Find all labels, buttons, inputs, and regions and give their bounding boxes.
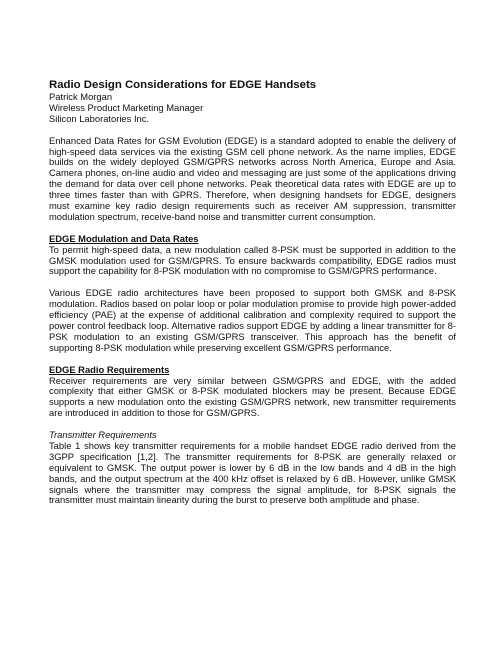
transmitter-paragraph: Table 1 shows key transmitter requirements for a mobile handset EDGE radio derived from the 3GPP specification [1,2]. The transmitter requirements for 8-PSK are generally relaxed or equivalent to GMSK. The output power is lower by 6 dB in the low bands and 4 dB in the high bands, and the output spectrum at the 400 kHz offset is relaxed by 6 dB. However, unlike GMSK signals where the transmitter may compress the signal amplitude, for 8-PSK signals the transmitter must maintain linearity during the burst to preserve both amplitude and phase. (49, 439, 456, 506)
spacer (49, 354, 456, 365)
section-heading-modulation: EDGE Modulation and Data Rates (49, 232, 199, 244)
modulation-paragraph-2: Various EDGE radio architectures have been proposed to support both GMSK and 8-PSK modulation. Radios based on polar loop or polar modulation promise to provide high power-added efficiency (PAE) at the expense of additional calibration and complexity required to support the power control feedback loop. Alternative radios support EDGE by adding a linear transmitter for 8-PSK modulation to an existing GSM/GPRS transceiver. This approach has the benefit of supporting 8-PSK modulation while preserving excellent GSM/GPRS performance. (49, 287, 456, 353)
intro-paragraph: Enhanced Data Rates for GSM Evolution (EDGE) is a standard adopted to enable the delivery of high-speed data services via the existing GSM cell phone network. As the name implies, EDGE builds on the widely deployed GSM/GPRS networks across North America, Europe and Asia. Camera phones, on-line audio and video and messaging are just some of the applications driving the demand for data over cell phone networks. Peak theoretical data rates with EDGE are up to three times faster than with GPRS. Therefore, when designing handsets for EDGE, designers must examine key radio design requirements such as receiver AM suppression, transmitter modulation spectrum, receive-band noise and transmitter current consumption. (49, 134, 456, 222)
spacer (49, 125, 456, 136)
author-role: Wireless Product Marketing Manager (49, 101, 204, 113)
document-page (49, 79, 456, 506)
requirements-paragraph: Receiver requirements are very similar between GSM/GPRS and EDGE, with the added complexity that either GMSK or 8-PSK modulated blockers may be present. Because EDGE supports a new modulation onto the existing GSM/GPRS network, new transmitter requirements are introduced in addition to those for GSM/GPRS. (49, 374, 456, 419)
author-name: Patrick Morgan (49, 91, 113, 102)
document-title: Radio Design Considerations for EDGE Handsets (49, 79, 317, 91)
section-heading-requirements: EDGE Radio Requirements (49, 363, 170, 375)
modulation-paragraph-1: To permit high-speed data, a new modulation called 8-PSK must be supported in addition to the GMSK modulation used for GSM/GPRS. To ensure backwards compatibility, EDGE radios must support the capability for 8-PSK modulation with no compromise to GSM/GPRS performance. (49, 243, 456, 277)
author-company: Silicon Laboratories Inc. (49, 112, 150, 124)
section-subheading-transmitter: Transmitter Requirements (49, 429, 157, 441)
